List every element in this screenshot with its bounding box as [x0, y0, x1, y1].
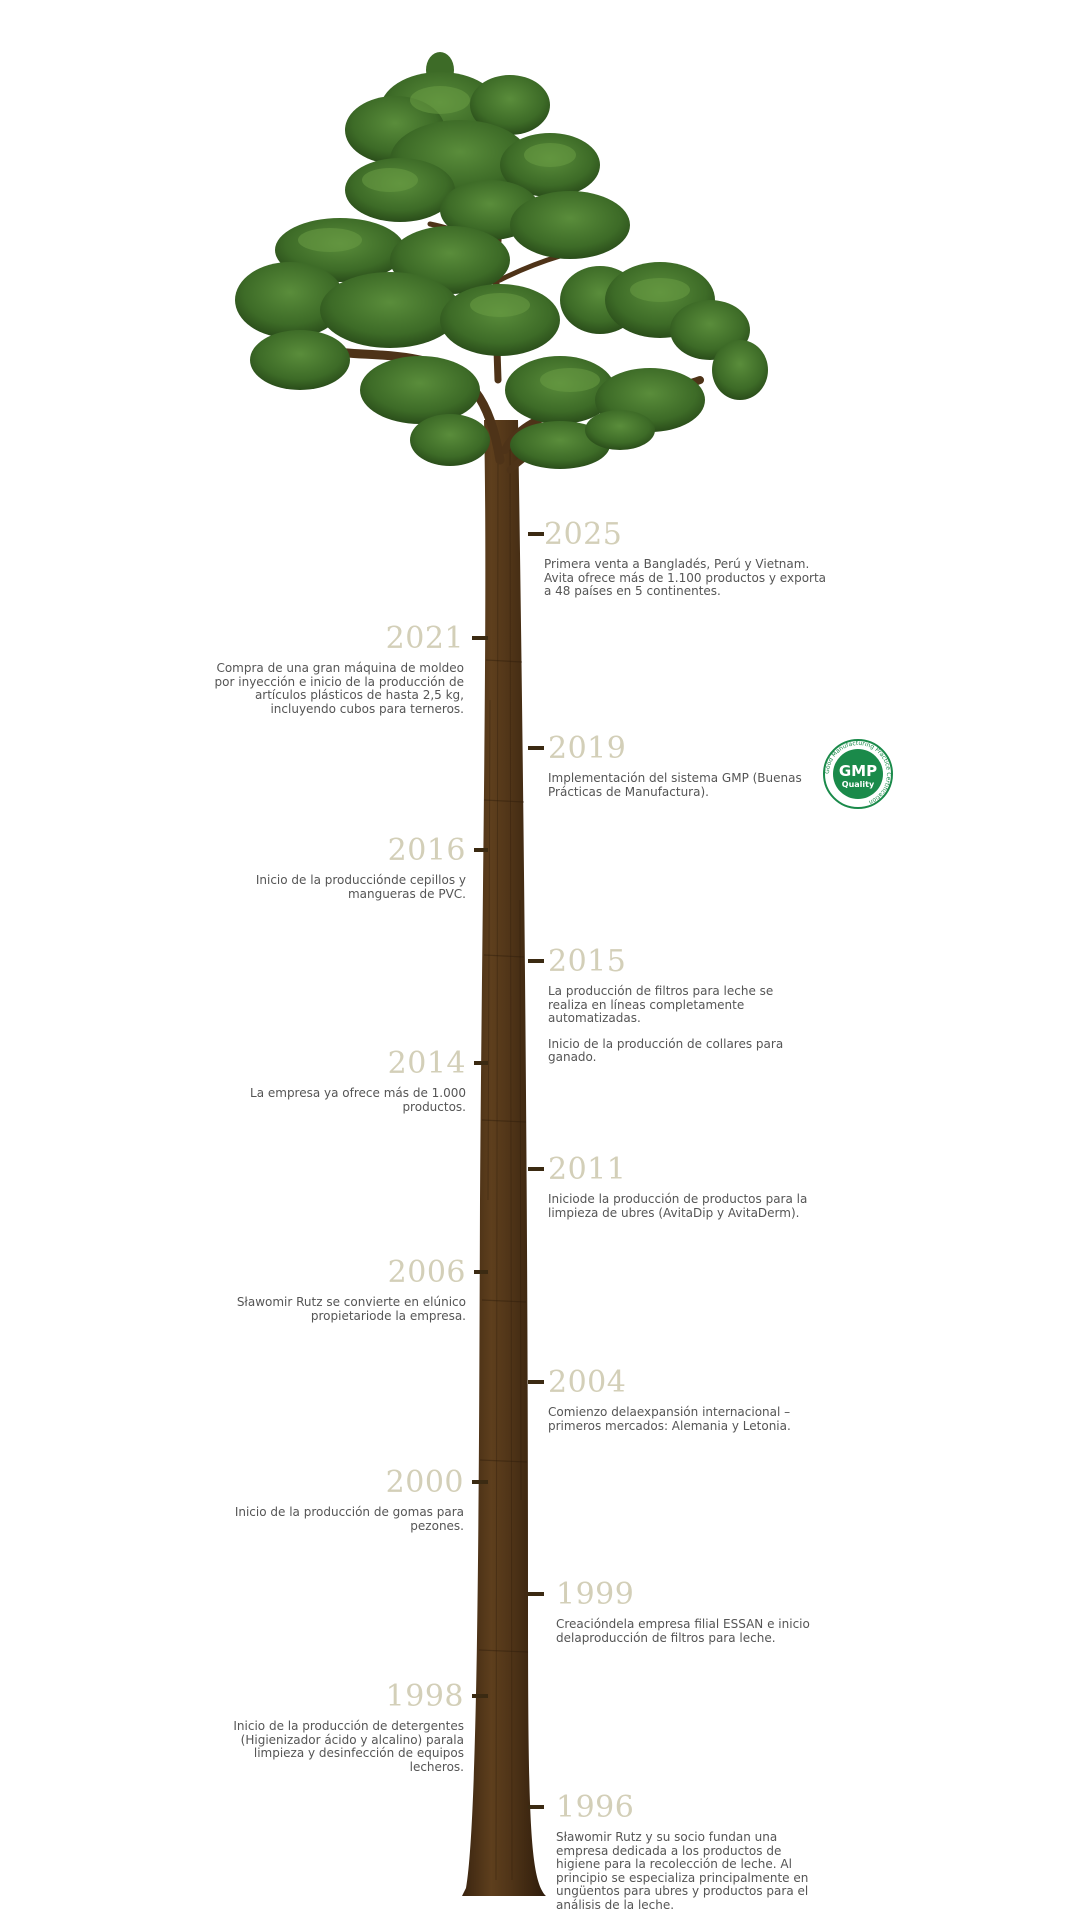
timeline-year: 2004: [548, 1365, 627, 1400]
timeline-tick-1998: [472, 1694, 488, 1698]
tree-foliage: [235, 52, 768, 469]
timeline-paragraph: Sławomir Rutz y su socio fundan una empresa dedicada a los productos de higiene para la recolección de leche. Al principio se especializa principalmente en ungüentos para ubres y productos para el análisis de la leche.: [556, 1830, 809, 1912]
timeline-year: 1999: [556, 1577, 635, 1612]
timeline-paragraph: Sławomir Rutz se convierte en elúnico propietariode la empresa.: [236, 1295, 466, 1323]
timeline-year: 2006: [387, 1255, 466, 1290]
timeline-tick-2021: [472, 636, 488, 640]
timeline-paragraph: Inicio de la producción de gomas para pezones.: [234, 1505, 464, 1533]
timeline-entry-2021: [198, 622, 464, 716]
timeline-year: 2011: [548, 1152, 627, 1187]
timeline-description: [200, 874, 466, 901]
timeline-description: [548, 1193, 830, 1220]
timeline-entry-2011: [548, 1153, 830, 1220]
timeline-tick-1996: [528, 1805, 544, 1809]
timeline-entry-2025: [544, 518, 834, 599]
timeline-paragraph: Inicio de la producción de collares para ganado.: [548, 1036, 784, 1065]
timeline-entry-2015: [548, 945, 808, 1065]
timeline-description: [198, 662, 464, 716]
timeline-tick-2019: [528, 746, 544, 750]
timeline-paragraph: Comienzo delaexpansión internacional – primeros mercados: Alemania y Letonia.: [548, 1405, 791, 1433]
gmp-sub-text: Quality: [841, 780, 875, 789]
timeline-entry-2019: [548, 732, 820, 799]
timeline-year: 2016: [387, 833, 466, 868]
timeline-tick-2004: [528, 1380, 544, 1384]
timeline-tick-2006: [474, 1270, 488, 1274]
timeline-paragraph: Implementación del sistema GMP (Buenas Prácticas de Manufactura).: [548, 771, 802, 799]
timeline-description: [548, 1406, 818, 1433]
gmp-ring-text: Good Manufacturing Practice Certification: [823, 739, 893, 806]
timeline-paragraph: Iniciode la producción de productos para la limpieza de ubres (AvitaDip y AvitaDerm).: [548, 1192, 808, 1220]
timeline-year: 2021: [385, 621, 464, 656]
timeline-tick-1999: [528, 1592, 544, 1596]
timeline-entry-1998: [198, 1680, 464, 1774]
timeline-description: [548, 772, 820, 799]
timeline-entry-2000: [198, 1466, 464, 1533]
gmp-main-text: GMP: [838, 762, 878, 780]
timeline-description: [556, 1831, 826, 1913]
timeline-paragraph: Primera venta a Bangladés, Perú y Vietnam. Avita ofrece más de 1.100 productos y exporta a 48 países en 5 continentes.: [544, 557, 827, 599]
timeline-description: [198, 1720, 464, 1774]
timeline-paragraph: La empresa ya ofrece más de 1.000 productos.: [250, 1086, 466, 1114]
timeline-description: [198, 1506, 464, 1533]
timeline-tick-2025: [528, 532, 544, 536]
timeline-entry-2016: [200, 834, 466, 901]
timeline-paragraph: Compra de una gran máquina de moldeo por inyección e inicio de la producción de artículos plásticos de hasta 2,5 kg, incluyendo cubos para terneros.: [214, 661, 464, 716]
timeline-tick-2011: [528, 1167, 544, 1171]
timeline-entry-1999: [556, 1578, 826, 1645]
timeline-entry-2004: [548, 1366, 818, 1433]
timeline-entry-2006: [200, 1256, 466, 1323]
timeline-year: 2000: [385, 1465, 464, 1500]
timeline-year: 2019: [548, 731, 627, 766]
timeline-description: [548, 985, 808, 1065]
tree-trunk: [462, 420, 546, 1896]
timeline-entry-1996: [556, 1791, 826, 1913]
timeline-year: 1998: [385, 1679, 464, 1714]
timeline-year: 2015: [548, 944, 627, 979]
timeline-year: 2025: [544, 517, 623, 552]
timeline-description: [198, 1087, 466, 1114]
timeline-tick-2014: [474, 1061, 488, 1065]
timeline-paragraph: Inicio de la producción de detergentes (Higienizador ácido y alcalino) parala limpieza y desinfección de equipos lecheros.: [233, 1719, 464, 1774]
timeline-paragraph: La producción de filtros para leche se realiza en líneas completamente automatizadas.: [548, 984, 774, 1026]
timeline-entry-2014: [198, 1047, 466, 1114]
timeline-description: [200, 1296, 466, 1323]
gmp-quality-badge: [822, 738, 894, 810]
timeline-paragraph: Creacióndela empresa filial ESSAN e inicio delaproducción de filtros para leche.: [556, 1617, 810, 1645]
timeline-tick-2015: [528, 959, 544, 963]
timeline-description: [544, 558, 834, 599]
timeline-tick-2000: [472, 1480, 488, 1484]
timeline-year: 1996: [556, 1790, 635, 1825]
timeline-year: 2014: [387, 1046, 466, 1081]
timeline-paragraph: Inicio de la producciónde cepillos y mangueras de PVC.: [255, 873, 466, 901]
timeline-tick-2016: [474, 848, 488, 852]
timeline-description: [556, 1618, 826, 1645]
